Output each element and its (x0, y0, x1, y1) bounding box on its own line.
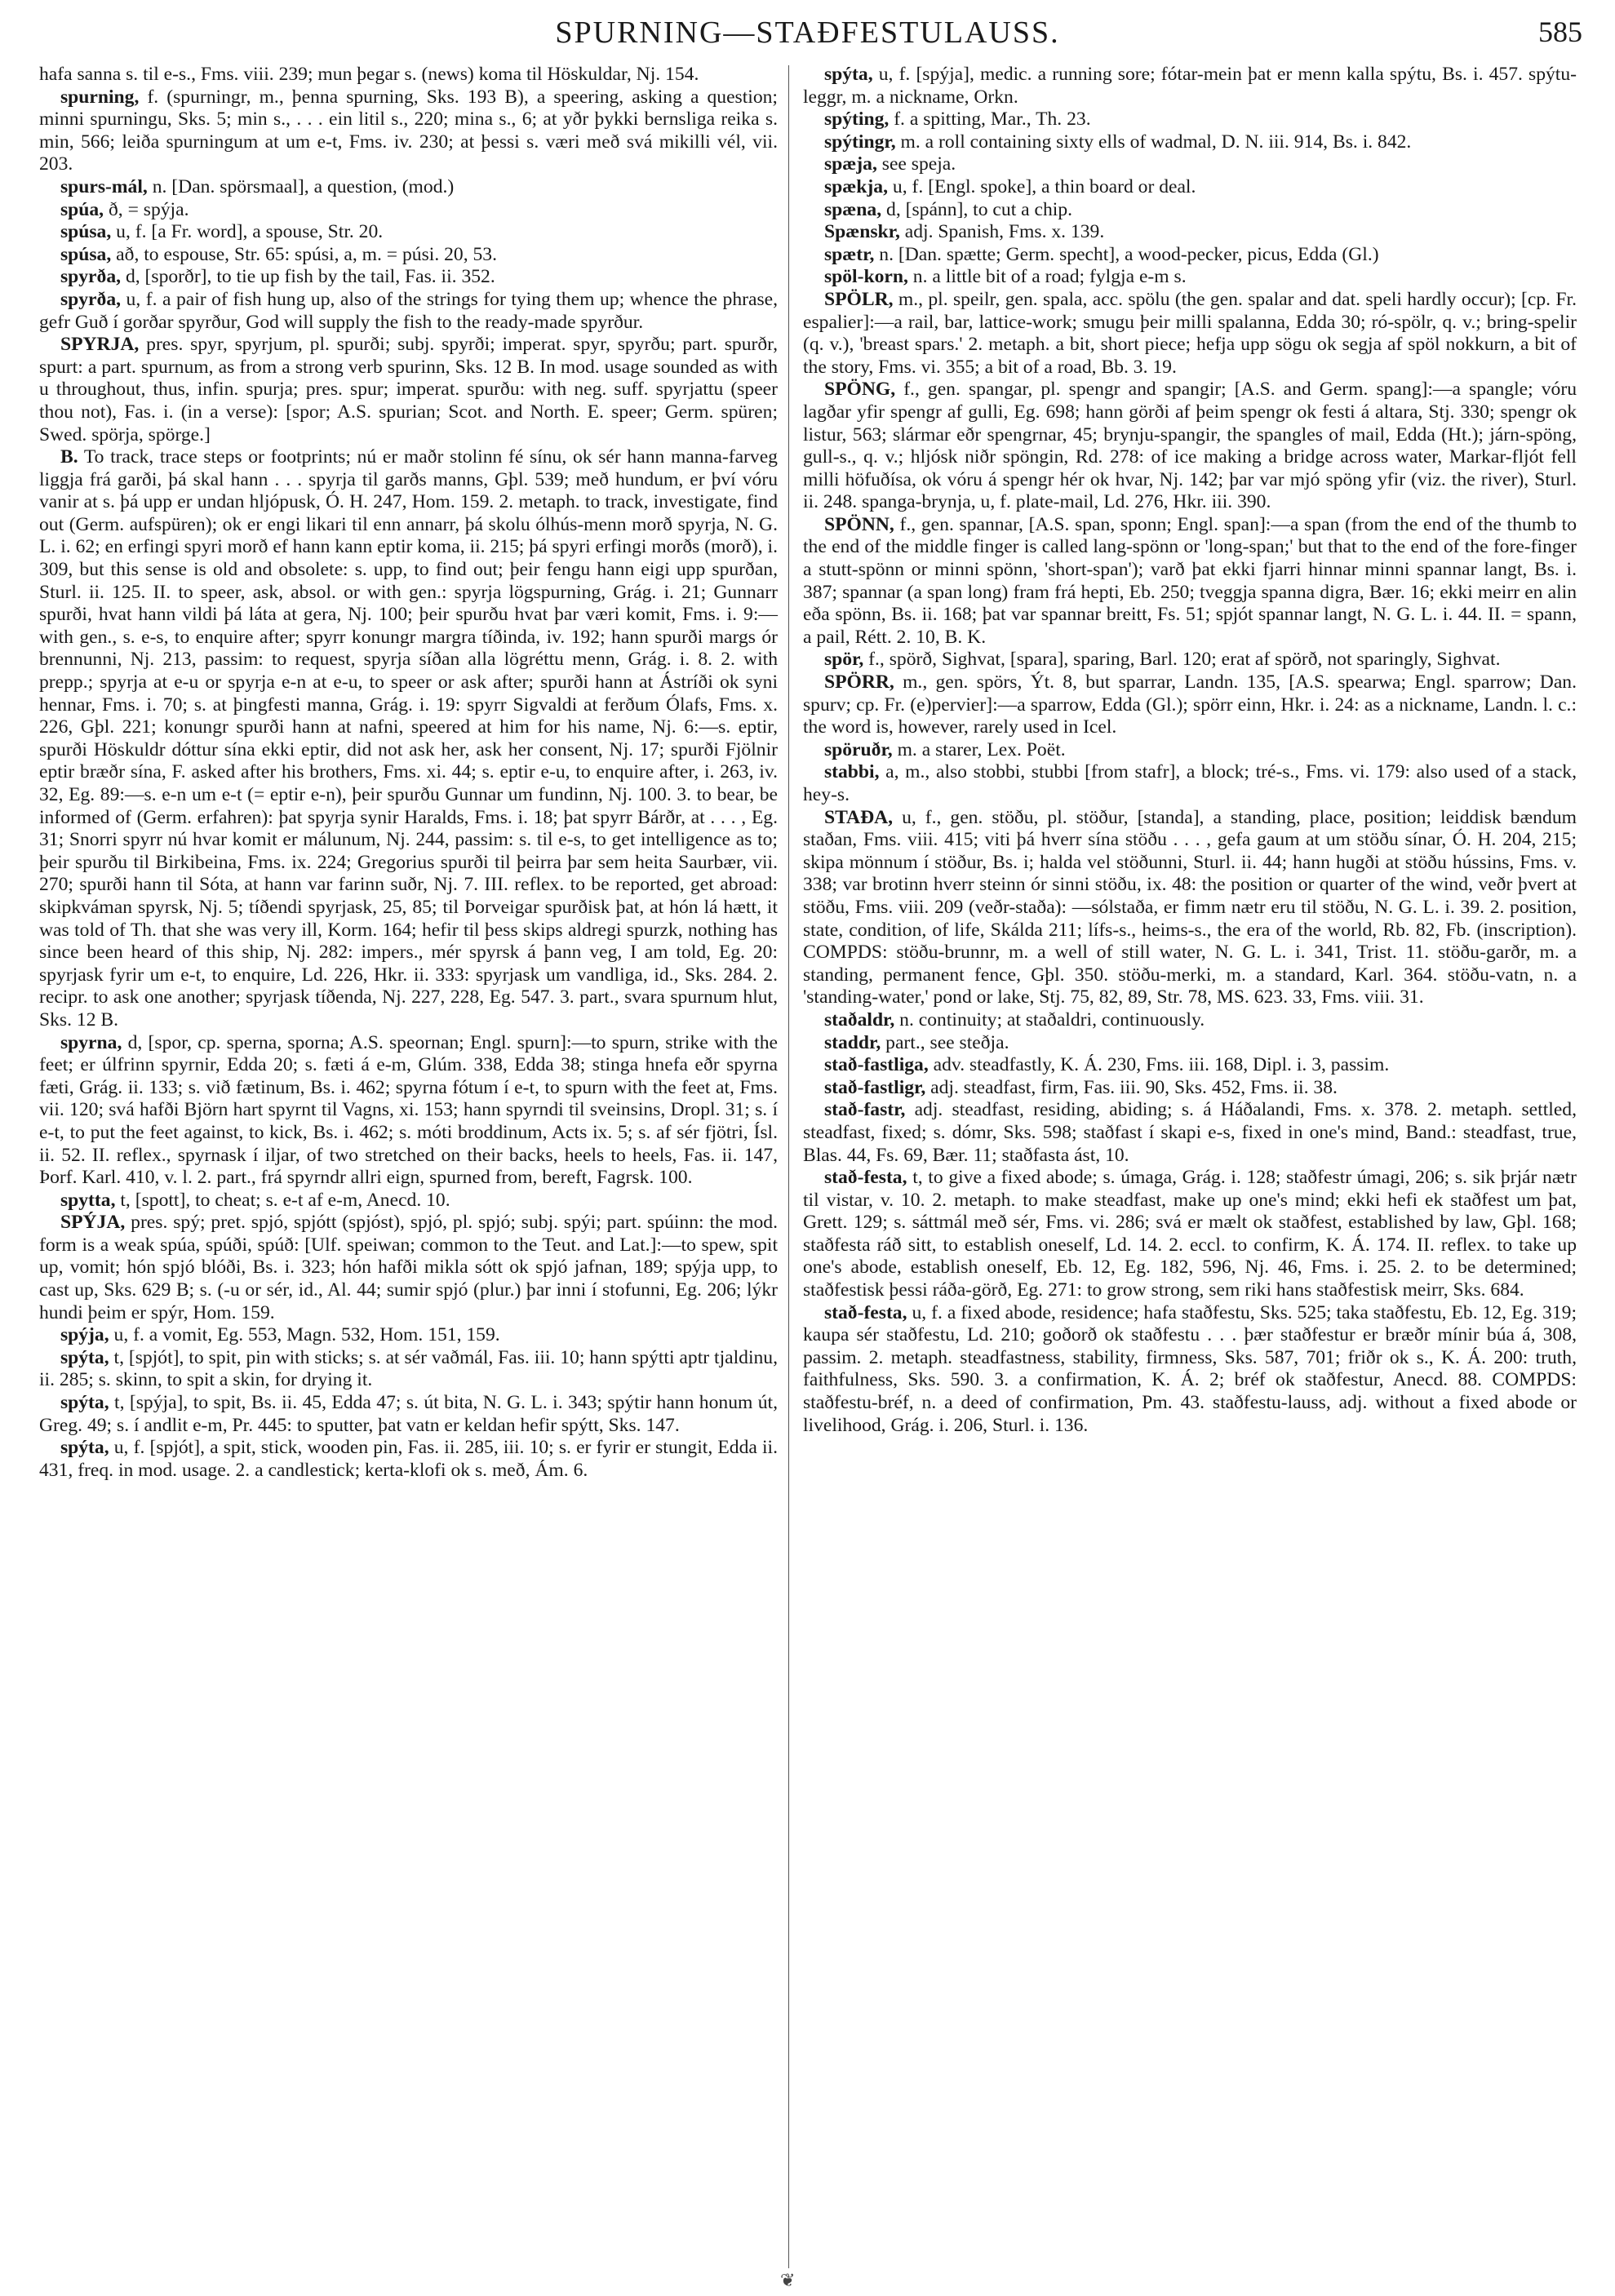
entry-headword: spýta, (60, 1437, 109, 1459)
entry-headword: spýja, (60, 1324, 109, 1346)
dictionary-entry (803, 1032, 1577, 1055)
running-title: SPURNING—STAÐFESTULAUSS. (555, 16, 1060, 50)
entry-definition: f., gen. spannar, [A.S. span, sponn; Engl. span]:—a span (from the end of the thumb to the end of the middle finger is called lang-spönn or 'long-span;' but that to the end of the fore-finger a stutt-spönn or minni spönn, 'short-span'); varð þat ekki fjarri hinnar minni spannar langt, Bs. i. 387; spannar (a span long) fram frá hepti, Eb. 250; tveggja spanna digra, Bær. 16; ekki meirr en alin eða spönn, Bs. ii. 168; þat var spannar breitt, Fs. 51; spjót spannar langt, N. G. L. i. 44. II. = spann, a pail, Rétt. 2. 10, B. K. (803, 513, 1577, 648)
dictionary-entry (803, 153, 1577, 176)
entry-headword: spúa, (60, 198, 104, 220)
entry-definition: To track, trace steps or footprints; nú er maðr stolinn fé sínu, ok sér hann manna-farveg liggja frá garði, þá skal hann . . . spyrja til garðs manns, Gþl. 539; með hundum, er því vóru vanir at s. þá upp er undan hljópusk, Ó. H. 247, Hom. 159. 2. metaph. to track, investigate, find out (Germ. aufspüren); ok er engi likari til enn annarr, þá skolu ólhús-menn morð spyrja, N. G. L. i. 62; en erfingi spyri morð ef hann kann eptir koma, ii. 215; þá spyri erfingi morðs (morð), i. 309, but this sense is old and obsolete: s. upp, to find out; þeir fengu hann eigi upp spurðan, Sturl. ii. 125. II. to speer, ask, absol. or with gen.: spyrja lögspurning, Grág. i. 21; Gunnarr spurði, hvat hann vildi þá láta at gera, Nj. 100; þeir spurðu hvat þar væri komit, Fms. i. 9:—with gen., s. e-s, to enquire after; spyrr konungr margra tíðinda, iv. 192; hann spurði margs ór brennunni, Nj. 213, passim: to request, spyrja síðan alla lögréttu menn, Grág. i. 8. 2. with prepp.; spyrja at e-u or spyrja e-n at e-u, to speer or ask after; spurði hann at Ástríði ok syni hennar, Fms. i. 70; s. at þingfesti manna, Grág. i. 19: spyrr Sigvaldi at ferðum Ólafs, Fms. x. 226, Gþl. 221; konungr spurði hann at nafni, speered at him for his name, Nj. 6:—s. eptir, spurði Höskuldr dóttur sína ekki eptir, did not ask her, ask her consent, Nj. 17; spurði Fjölnir eptir bræðr sína, F. asked after his brothers, Fms. xi. 44; s. eptir e-u, to enquire after, i. 263, iv. 32, Eg. 89:—s. e-n um e-t (= eptir e-n), þeir spurðu Gunnar um fundinn, Nj. 100. 3. to bear, be informed of (Germ. erfahren): þat spyrja synir Haralds, Fms. i. 18; þat spyrr Bárðr, at . . . , Eg. 31; Snorri spyrr nú hvar komit er málunum, Nj. 244, passim: s. til e-s, to get intelligence as to; þeir spurðu til Birkibeina, Fms. ix. 224; Gregorius spurði til þeirra þar sem heita Saurbær, vii. 270; spurði hann til Sóta, at hann var farinn suðr, Nj. 7. III. reflex. to be reported, get abroad: skipkváman spyrsk, Nj. 5; tíðendi spyrjask, 25, 85; til Þorveigar spurðisk þat, at hón lá hætt, it was told of Th. that she was very ill, Korm. 164; hefir til þess skips aldregi spurzk, nothing has since been heard of this ship, Nj. 282: impers., mér spyrsk á þann veg, I am told, Eg. 20: spyrjask fyrir um e-t, to enquire, Ld. 226, Hkr. ii. 333: spyrjask um vandliga, id., Sks. 284. 2. recipr. to ask one another; spyrjask tíðenda, Nj. 227, 228, Eg. 547. 3. part., svara spurnum hlut, Sks. 12 B. (39, 446, 778, 1031)
dictionary-entry (39, 266, 778, 289)
page-number: 585 (1538, 16, 1582, 48)
entry-headword: spurs-mál, (60, 175, 148, 197)
dictionary-entry (803, 807, 1577, 1009)
entry-definition: pres. spý; pret. spjó, spjótt (spjóst), spjó, pl. spjó; subj. spýi; part. spúinn: the mod. form is a weak spúa, spúði, spúð: [Ulf. speiwan; common to the Teut. and Lat.]:—to spew, spit up, vomit; hón spjó blóði, Bs. i. 323; hón hafði mikla sótt ok spjó jafnan, 189; spýja upp, to cast up, Sks. 629 B; s. (-u or sér, id., Al. 44; sumir spjó (plur.) þar inni í stofunni, Eg. 206; lýkr hundi þeim er spýr, Hom. 159. (39, 1212, 778, 1323)
dictionary-entry (803, 289, 1577, 379)
dictionary-entry (39, 1212, 778, 1324)
dictionary-entry (803, 266, 1577, 289)
entry-headword: spæja, (823, 153, 877, 175)
dictionary-entry (803, 514, 1577, 649)
entry-definition: adj. steadfast, firm, Fas. iii. 90, Sks. 452, Fms. ii. 38. (930, 1076, 1338, 1098)
entry-definition: part., see steðja. (885, 1031, 1009, 1053)
entry-definition: u, f. a vomit, Eg. 553, Magn. 532, Hom. 151, 159. (113, 1324, 500, 1346)
entry-definition: t, to give a fixed abode; s. úmaga, Grág. i. 128; staðfestr úmagi, 206; s. sik þrjár nætr til vistar, v. 10. 2. metaph. to make steadfast, make up one's mind; ekki hefi ek staðfest um þat, Grett. 129; s. sáttmál með sér, Fms. vi. 286; svá er mælt ok staðfest, established by law, Gþl. 168; staðfesta ráð sitt, to establish oneself, Ld. 14. 2. eccl. to confirm, K. Á. 174. II. reflex. to take up one's abode, establish oneself, Eb. 12, Eg. 182, 596, Nj. 46, Fms. i. 25. 2. to be determined; staðfestisk þessi ráða-görð, Eg. 271: to grow strong, sem riki hans staðfestisk meirr, Sks. 684. (803, 1167, 1577, 1301)
dictionary-entry (803, 1054, 1577, 1077)
entry-definition: f. a spitting, Mar., Th. 23. (894, 109, 1091, 131)
dictionary-entry (39, 1437, 778, 1482)
entry-headword: staðaldr, (823, 1008, 895, 1031)
entry-headword: spyrna, (60, 1031, 122, 1053)
entry-headword: SPÖRR, (823, 672, 894, 694)
entry-definition: f. (spurningr, m., þenna spurning, Sks. 193 B), a speering, asking a question; minni spurningu, Sks. 5; min s., . . . ein litil s., 220; mina s., 6; at yðr þykki bernsliga reika s. min, 566; leiða spurningum at um e-t, Fms. iv. 230; at þessi s. væri með svá mikilli vél, vii. 203. (39, 86, 778, 175)
entry-definition: að, to espouse, Str. 65: spúsi, a, m. = púsi. 20, 53. (116, 243, 498, 265)
page-header (33, 15, 1582, 55)
entry-definition: m. a starer, Lex. Poët. (897, 738, 1066, 760)
entry-headword: spækja, (823, 175, 888, 197)
dictionary-entry (39, 1324, 778, 1347)
entry-definition: d, [spor, cp. sperna, sporna; A.S. speornan; Engl. spurn]:—to spurn, strike with the feet; er úlfrinn spyrnir, Edda 20; s. fæti á e-m, Glúm. 338, Edda 38; stinga hnefa eðr spyrna fæti, Grág. ii. 133; s. við fætinum, Bs. i. 462; spyrna fótum í e-t, to spurn with the feet at, Fms. vii. 120; svá hafði Björn hart spyrnt til Vagns, xi. 153; hann spyrndi til sveinsins, Dropl. 31; s. í e-t, to put the feet against, to kick, Bs. i. 462; s. móti broddinum, Acts ix. 5; s. af sér fjötri, Ísl. ii. 52. II. reflex., spyrnask í iljar, of two stretched on their backs, heels to heels, Fas. ii. 147, Þorf. Karl. 410, v. l. 2. part., frá spyrndr allri eign, spurned from, bereft, Fagrsk. 100. (39, 1031, 778, 1189)
dictionary-entry (803, 244, 1577, 267)
dictionary-entry (39, 1347, 778, 1392)
dictionary-entry (803, 1077, 1577, 1100)
entry-definition: u, f. [spýja], medic. a running sore; fótar-mein þat er menn kalla spýtu, Bs. i. 457. spýtu-leggr, m. a nickname, Orkn. (803, 64, 1577, 108)
entry-definition: m., gen. spörs, Ýt. 8, but sparrar, Landn. 135, [A.S. spearwa; Engl. sparrow; Dan. spurv; cp. Fr. (e)pervier]:—a sparrow, Edda (Gl.); spörr einn, Hkr. i. 24: as a nickname, Landn. l. c.: the word is, however, rarely used in Icel. (803, 672, 1577, 738)
dictionary-entry (803, 761, 1577, 806)
dictionary-entry (39, 1392, 778, 1437)
dictionary-entry (803, 1099, 1577, 1167)
dictionary-entry (803, 109, 1577, 131)
dictionary-entry (803, 672, 1577, 739)
entry-definition: u, f. [spjót], a spit, stick, wooden pin, Fas. ii. 285, iii. 10; s. er fyrir er stungit, Edda ii. 431, freq. in mod. usage. 2. a candlestick; kerta-klofi ok s. með, Ám. 6. (39, 1437, 778, 1481)
entry-headword: B. (60, 446, 78, 468)
entry-definition: m. a roll containing sixty ells of wadmal, D. N. iii. 914, Bs. i. 842. (900, 131, 1412, 153)
dictionary-entry (803, 1302, 1577, 1438)
entry-headword: spör, (823, 649, 864, 671)
entry-definition: d, [spánn], to cut a chip. (886, 198, 1073, 220)
dictionary-entry (39, 244, 778, 267)
entry-definition: n. continuity; at staðaldri, continuously. (899, 1008, 1205, 1031)
entry-headword: SPÖNG, (823, 379, 896, 401)
dictionary-entry (39, 199, 778, 222)
entry-definition: n. a little bit of a road; fylgja e-m s. (912, 266, 1187, 288)
entry-definition: u, f., gen. stöðu, pl. stöður, [standa], a standing, place, position; leiddisk bændum staðan, Fms. viii. 415; viti þá hverr sína stöðu . . . , gefa gaum at um stöðu sínar, Ó. H. 204, 215; skipa mönnum í stöður, Bs. i; halda vel stöðunni, Sturl. ii. 44; hann hugði at stöðu hússins, Fms. v. 338; var brotinn hverr steinn ór sinni stöðu, ix. 48: the position or quarter of the wind, veðr þvert at stöðu, Fms. viii. 209 (veðr-staða): —sólstaða, er fimm nætr eru til stöðu, N. G. L. i. 39. 2. position, state, condition, of life, Skálda 211; lífs-s., heims-s., the era of the world, Rb. 82, Fb. (inscription). COMPDS: stöðu-brunnr, m. a well of still water, N. G. L. i. 341, Trist. 11. stöðu-garðr, m. a standing, permanent fence, Gþl. 350. stöðu-merki, m. a standard, Karl. 364. stöðu-vatn, n. a 'standing-water,' pond or lake, Stj. 75, 82, 89, Str. 78, MS. 623. 33, Fms. viii. 31. (803, 806, 1577, 1008)
entry-headword: spyrða, (60, 266, 122, 288)
entry-headword: spýting, (823, 109, 890, 131)
entry-headword: SPÖLR, (823, 288, 894, 310)
column-divider (788, 65, 789, 2268)
entry-definition: t, [spjót], to spit, pin with sticks; s. at sér vaðmál, Fas. iii. 10; hann spýtti aptr tjaldinu, ii. 285; s. skinn, to spit a skin, for drying it. (39, 1346, 778, 1391)
dictionary-entry (803, 199, 1577, 222)
dictionary-entry (803, 1009, 1577, 1032)
dictionary-entry (39, 289, 778, 334)
entry-definition: m., pl. speilr, gen. spala, acc. spölu (the gen. spalar and dat. speli hardly occur); [cp. Fr. espalier]:—a rail, bar, lattice-work; smugu þeir milli spalanna, Edda 30; ró-spölr, q. v.; bring-spelir (q. v.), 'breast spars.' 2. metaph. a bit, short piece; hefja upp sögu ok segja af spöl nokkurn, a bit of the story, Fms. vi. 355; a bit of a road, Bb. 3. 19. (803, 288, 1577, 378)
dictionary-entry (39, 221, 778, 244)
entry-definition: t, [spott], to cheat; s. e-t af e-m, Anecd. 10. (120, 1189, 450, 1211)
dictionary-entry (39, 1190, 778, 1212)
entry-headword: spúsa, (60, 243, 112, 265)
dictionary-entry (39, 334, 778, 446)
entry-definition: f., spörð, Sighvat, [spara], sparing, Barl. 120; erat af spörð, not sparingly, Sighvat. (868, 649, 1501, 671)
dictionary-entry (39, 446, 778, 1031)
entry-definition: adv. steadfastly, K. Á. 230, Fms. iii. 168, Dipl. i. 3, passim. (933, 1054, 1390, 1076)
entry-definition: n. [Dan. spörsmaal], a question, (mod.) (152, 175, 455, 197)
entry-headword: spýta, (60, 1346, 109, 1368)
entry-headword: spætr, (823, 243, 875, 265)
dictionary-entry (39, 86, 778, 176)
dictionary-entry (803, 131, 1577, 154)
entry-headword: spúsa, (60, 221, 112, 243)
entry-definition: adj. Spanish, Fms. x. 139. (904, 221, 1105, 243)
entry-headword: spöruðr, (823, 738, 893, 760)
dictionary-entry (803, 1167, 1577, 1302)
entry-definition: a, m., also stobbi, stubbi [from stafr], a block; tré-s., Fms. vi. 179: also used of a stack, hey-s. (803, 761, 1577, 805)
entry-headword: stað-fastliga, (823, 1054, 929, 1076)
entry-definition: d, [sporðr], to tie up fish by the tail, Fas. ii. 352. (125, 266, 495, 288)
dictionary-entry (803, 221, 1577, 244)
entry-headword: stað-festa, (823, 1167, 907, 1189)
entry-definition: u, f. [Engl. spoke], a thin board or deal. (892, 175, 1196, 197)
dictionary-entry (39, 1032, 778, 1190)
entry-definition: hafa sanna s. til e-s., Fms. viii. 239; mun þegar s. (news) koma til Höskuldar, Nj. 154. (39, 64, 699, 85)
dictionary-entry (803, 649, 1577, 672)
entry-definition: u, f. [a Fr. word], a spouse, Str. 20. (116, 221, 384, 243)
entry-headword: SPÖNN, (823, 513, 894, 535)
dictionary-entry (803, 176, 1577, 199)
dictionary-entry (803, 64, 1577, 109)
dictionary-entry (39, 64, 778, 86)
right-column (803, 64, 1577, 1437)
entry-definition: n. [Dan. spætte; Germ. specht], a wood-pecker, picus, Edda (Gl.) (879, 243, 1379, 265)
entry-headword: staddr, (823, 1031, 881, 1053)
entry-definition: adj. steadfast, residing, abiding; s. á Háðalandi, Fms. x. 378. 2. metaph. settled, steadfast, fixed; s. dómr, Sks. 598; staðfast í skapi e-s, fixed in one's mind, Band.: steadfast, true, Blas. 44, Fs. 69, Bær. 11; staðfasta ást, 10. (803, 1099, 1577, 1166)
entry-headword: stabbi, (823, 761, 880, 783)
entry-headword: spýta, (823, 64, 873, 85)
entry-headword: SPYRJA, (60, 334, 140, 356)
entry-headword: spyrða, (60, 288, 122, 310)
entry-definition: see speja. (881, 153, 956, 175)
entry-definition: u, f. a fixed abode, residence; hafa staðfestu, Sks. 525; taka staðfestu, Eb. 12, Eg. 319; kaupa sér staðfestu, Ld. 210; goðorð ok staðfestu . . . þær staðfestur er bræðr mínir búa á, 308, passim. 2. metaph. steadfastness, stability, firmness, Sks. 587, 701; friðr ok s., K. Á. 200: truth, faithfulness, Sks. 590. 3. a confirmation, K. Á. 2; bréf ok staðfestur, Anecd. 88. COMPDS: staðfestu-bréf, n. a deed of confirmation, Pm. 43. staðfestu-lauss, adj. without a fixed abode or livelihood, Grág. i. 206, Sturl. i. 136. (803, 1301, 1577, 1436)
dictionary-entry (39, 176, 778, 199)
entry-headword: spýta, (60, 1392, 109, 1414)
entry-headword: spytta, (60, 1189, 116, 1211)
entry-headword: spöl-korn, (823, 266, 908, 288)
ornament-icon: ❦ (780, 2270, 796, 2290)
dictionary-entry (803, 739, 1577, 762)
entry-headword: STAÐA, (823, 806, 894, 828)
dictionary-entry (803, 379, 1577, 514)
entry-definition: t, [spýja], to spit, Bs. ii. 45, Edda 47; s. út bita, N. G. L. i. 343; spýtir hann honum út, Greg. 49; s. í andlit e-m, Pr. 445: to sputter, þat vatn er keldan hefir spýtt, Sks. 147. (39, 1392, 779, 1436)
entry-definition: pres. spyr, spyrjum, pl. spurði; subj. spyrði; imperat. spyr, spyrðu; part. spurðr, spurt: a part. spurnum, as from a strong verb spurinn, Sks. 12 B. In mod. usage sounded as with u throughout, thus, infin. spurja; pres. spur; imperat. spurðu: with neg. suff. spyrjattu (speer thou not), Fas. i. (in a verse): [spor; A.S. spurian; Scot. and North. E. speer; Germ. spüren; Swed. spörja, spörge.] (39, 334, 778, 445)
entry-headword: spæna, (823, 198, 882, 220)
entry-headword: spýtingr, (823, 131, 896, 153)
left-column (39, 64, 778, 1482)
entry-definition: ð, = spýja. (108, 198, 189, 220)
entry-headword: stað-festa, (823, 1301, 907, 1323)
entry-headword: spurning, (60, 86, 140, 108)
entry-headword: stað-fastr, (823, 1099, 906, 1121)
entry-headword: SPÝJA, (60, 1212, 126, 1234)
entry-definition: u, f. a pair of fish hung up, also of the strings for tying them up; whence the phrase, gefr Guð í gorðar spyrður, God will supply the fish to the ready-made spyrður. (39, 288, 779, 333)
entry-headword: Spænskr, (823, 221, 900, 243)
entry-headword: stað-fastligr, (823, 1076, 926, 1098)
entry-definition: f., gen. spangar, pl. spengr and spangir; [A.S. and Germ. spang]:—a spangle; vóru lagðar yfir spengr af gulli, Eg. 698; hann görði af þeim spengr ok festi á altara, Stj. 330; spengr ok listur, 563; slármar eðr spengrnar, 45; brynju-spangir, the spangles of mail, Edda (Ht.); járn-spöng, gull-s., q. v.; hljósk niðr spöngin, Rd. 278: of ice making a bridge across water, Markar-fljót fell milli höfuðísa, ok vóru á spengr hér ok hvar, Nj. 142; þar var mjó spöng yfir (viz. the river), Sturl. ii. 248. spanga-brynja, u, f. plate-mail, Ld. 276, Hkr. iii. 390. (803, 379, 1577, 513)
